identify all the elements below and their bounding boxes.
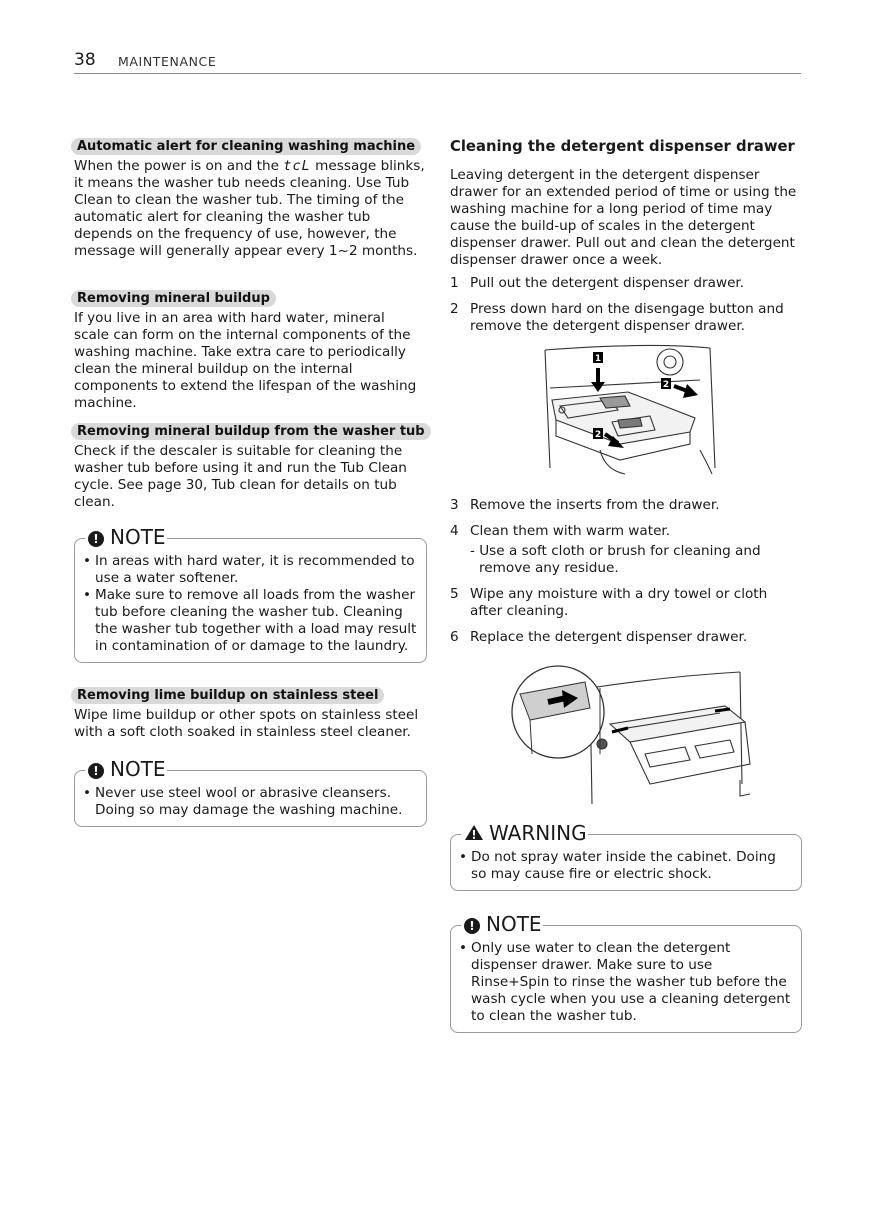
note-item: • In areas with hard water, it is recommended to use a water softener.: [83, 553, 418, 587]
arrow-icon: [674, 384, 698, 398]
exclamation-icon: !: [464, 918, 480, 934]
note-box-steel-wool: [74, 757, 427, 827]
left-column: [74, 135, 427, 827]
mineral-tub-heading: Removing mineral buildup from the washer tub: [71, 423, 431, 440]
mineral-tub-section: [74, 420, 427, 511]
mineral-heading: Removing mineral buildup: [71, 290, 276, 307]
lime-text: Wipe lime buildup or other spots on stainless steel with a soft cloth soaked in stainless steel cleaner.: [74, 707, 419, 740]
section-name: MAINTENANCE: [118, 54, 217, 69]
step-subnote: - Use a soft cloth or brush for cleaning and remove any residue.: [470, 543, 761, 576]
note-item: • Never use steel wool or abrasive cleansers. Doing so may damage the washing machine.: [83, 785, 418, 819]
step-item: 4 Clean them with warm water. - Use a soft cloth or brush for cleaning and remove any residue.: [450, 523, 802, 577]
note-item: • Make sure to remove all loads from the washer tub before cleaning the washer tub. Cleaning the washer tub together with a load may result in contamination of or damage to the laundry.: [83, 587, 418, 655]
lime-section: [74, 684, 427, 741]
note-box-hard-water: [74, 525, 427, 663]
mineral-tub-text: Check if the descaler is suitable for cleaning the washer tub before using it and run the Tub Clean cycle. See page 30, Tub clean for details on tub clean.: [74, 443, 407, 510]
note-title: ! NOTE: [85, 526, 167, 548]
step-item: 1 Pull out the detergent dispenser drawer.: [450, 275, 745, 291]
figure-callout: 1: [594, 354, 602, 364]
figure-callout: 2: [662, 380, 670, 390]
tcl-display-code: tcL: [283, 158, 311, 174]
intro-text: Leaving detergent in the detergent dispenser drawer for an extended period of time or using the washing machine for a long period of time may cause the build-up of scales in the detergent dispenser drawer. Pull out and clean the detergent dispenser drawer once a week.: [450, 167, 797, 268]
warning-box: [450, 821, 802, 891]
right-column: [450, 137, 802, 1033]
step-item: 2 Press down hard on the disengage button and remove the detergent dispenser drawer.: [450, 301, 784, 334]
arrow-icon: [591, 368, 605, 392]
note-box-detergent: [450, 912, 802, 1033]
mineral-text: If you live in an area with hard water, mineral scale can form on the internal components of the washing machine. Take extra care to periodically clean the mineral buildup on the internal components to extend the lifespan of the washing machine.: [74, 310, 417, 411]
steps-list-b: [450, 497, 802, 646]
exclamation-icon: !: [88, 531, 104, 547]
note-item: • Only use water to clean the detergent dispenser drawer. Make sure to use Rinse+Spin to rinse the washer tub before the wash cycle when you use a cleaning detergent to clean the washer tub.: [459, 940, 793, 1025]
drawer-removal-illustration: [450, 340, 802, 475]
page-header: [74, 50, 801, 74]
warning-triangle-icon: [464, 824, 484, 841]
step-item: 3 Remove the inserts from the drawer.: [450, 497, 720, 513]
drawer-replace-illustration: [450, 664, 802, 804]
step-item: 5 Wipe any moisture with a dry towel or cloth after cleaning.: [450, 586, 768, 619]
steps-list-a: [450, 275, 802, 335]
step-item: 6 Replace the detergent dispenser drawer.: [450, 629, 748, 645]
note-title: ! NOTE: [85, 758, 167, 780]
lime-heading: Removing lime buildup on stainless steel: [71, 687, 384, 704]
exclamation-icon: !: [88, 763, 104, 779]
auto-alert-heading: Automatic alert for cleaning washing machine: [71, 138, 421, 155]
mineral-section: [74, 287, 427, 412]
note-title: ! NOTE: [461, 913, 543, 935]
zoom-detail: [512, 666, 604, 758]
page-number: 38: [74, 50, 96, 70]
warning-title: WARNING: [461, 822, 588, 844]
section-title: Cleaning the detergent dispenser drawer: [450, 138, 795, 155]
auto-alert-text: When the power is on and the tcL message blinks, it means the washer tub needs cleaning. Use Tub Clean to clean the washer tub. The timing of the automatic alert for cleaning the washer tub depends on the frequency of use, however, the message will generally appear every 1~2 months.: [74, 158, 425, 259]
warning-item: • Do not spray water inside the cabinet. Doing so may cause fire or electric shock.: [459, 849, 793, 883]
figure-callout: 2: [594, 430, 602, 440]
auto-alert-section: [74, 135, 427, 260]
